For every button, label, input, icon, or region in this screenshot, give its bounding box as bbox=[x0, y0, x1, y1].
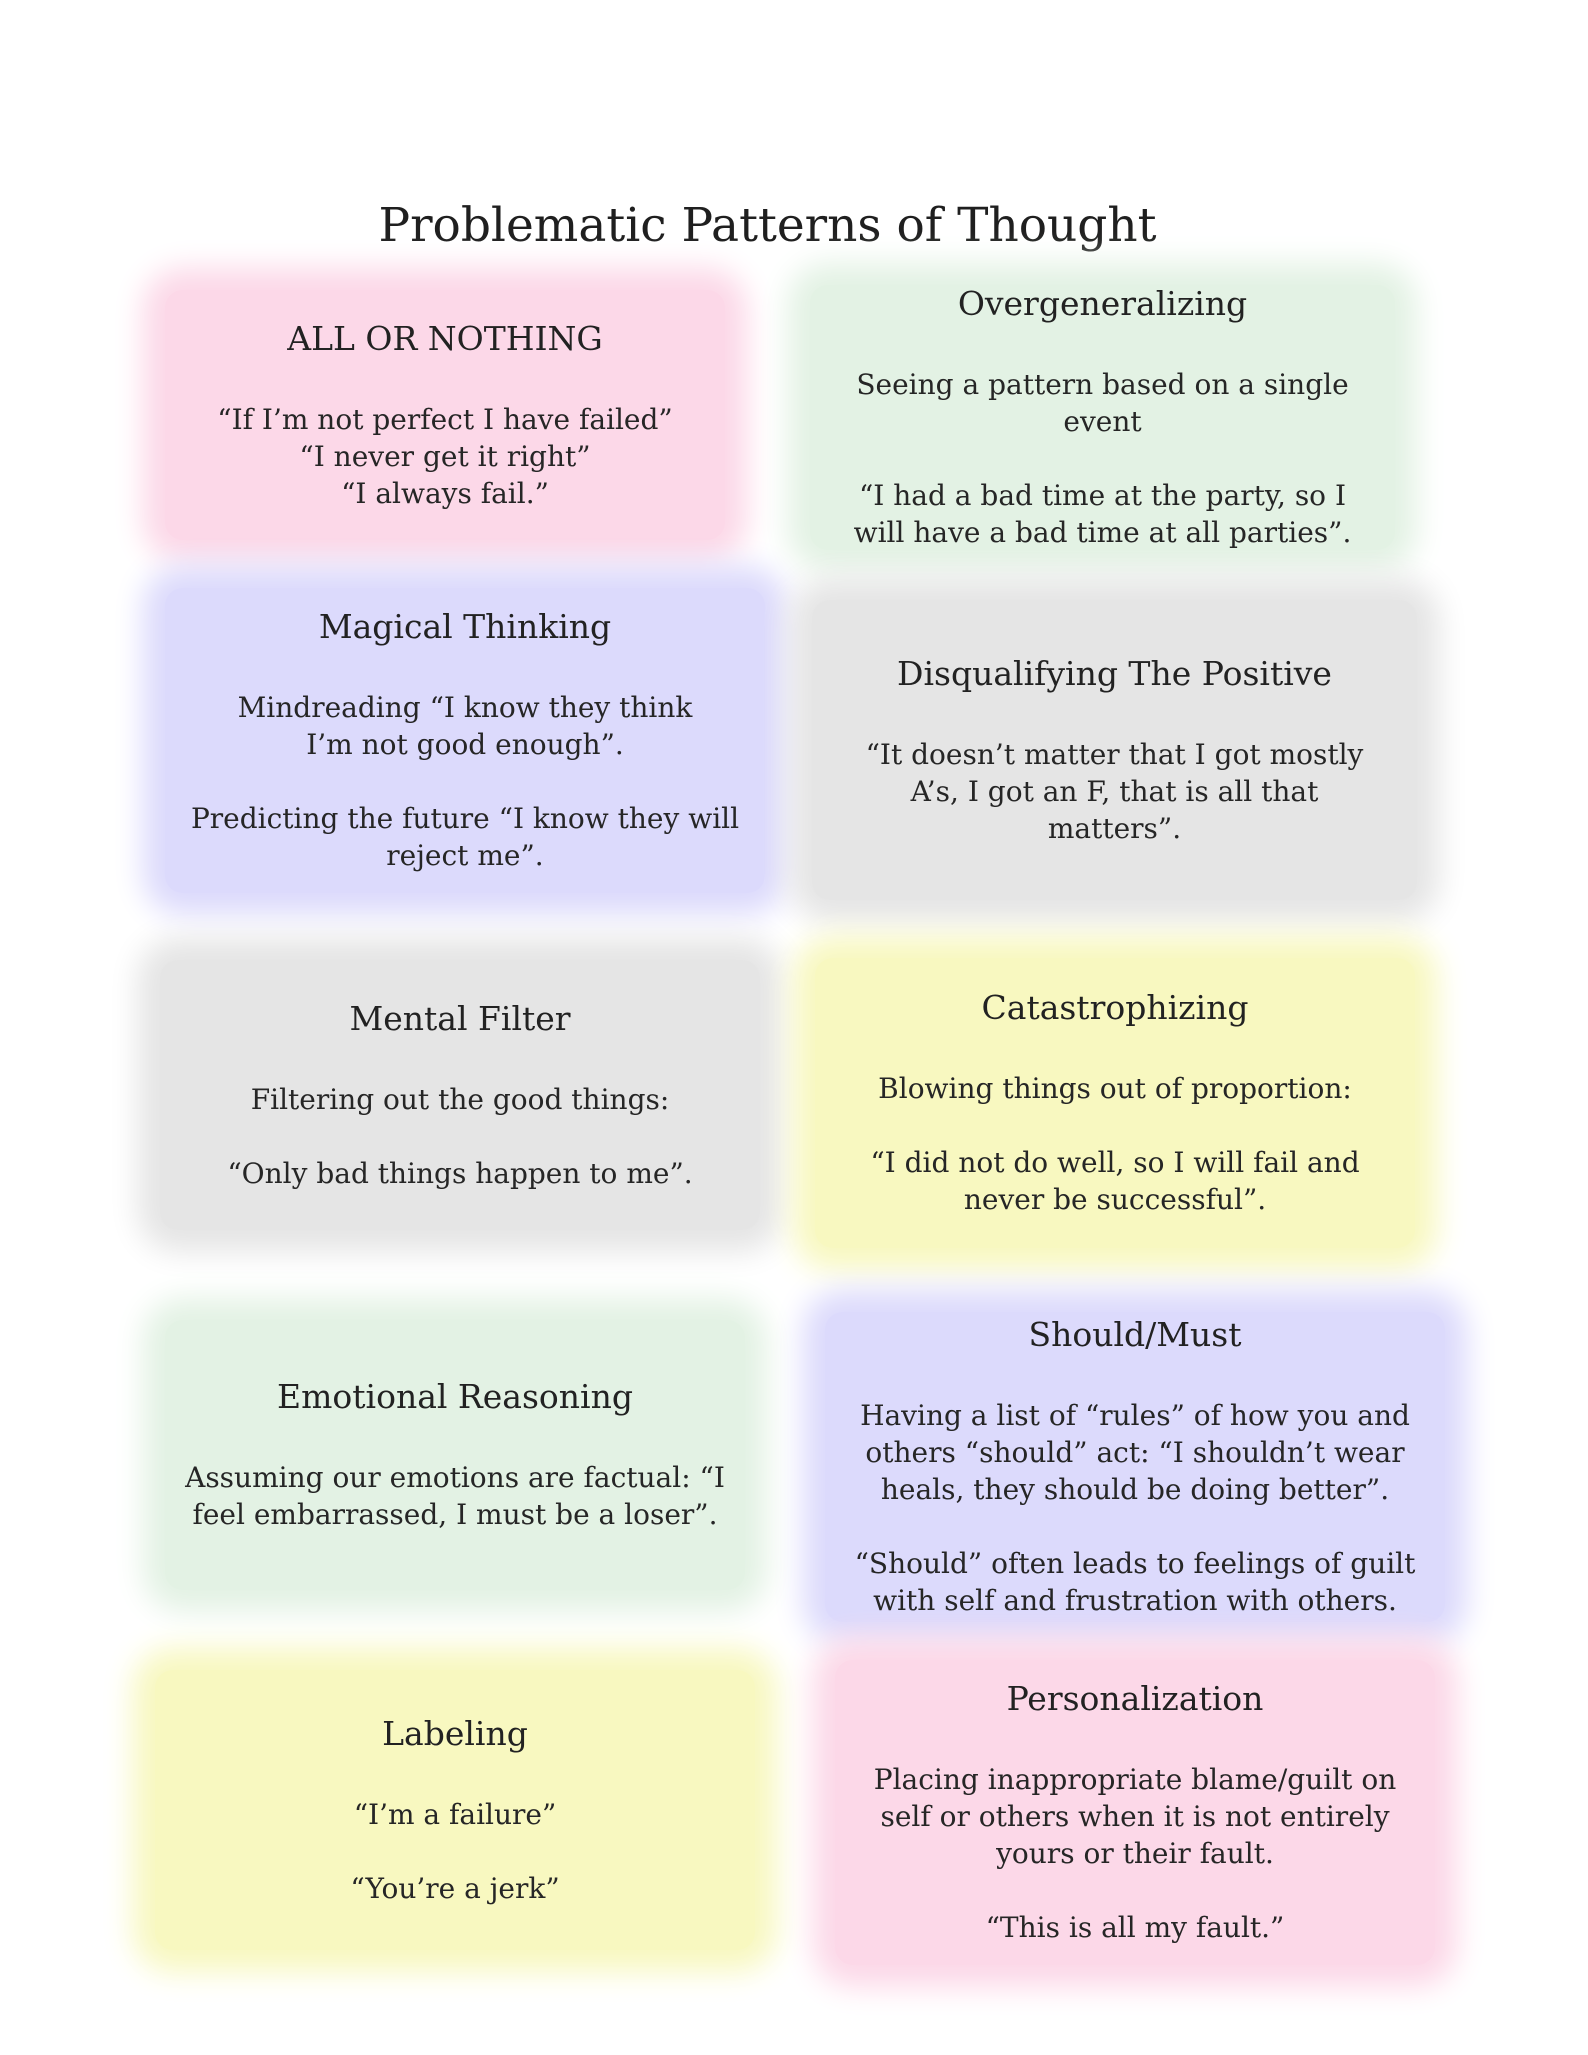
card-example: “I’m a failure” bbox=[353, 1797, 557, 1831]
card-title: Catastrophizing bbox=[981, 988, 1249, 1027]
card-catastrophizing bbox=[815, 958, 1415, 1248]
card-example: “This is all my fault.” bbox=[985, 1911, 1285, 1944]
card-emotional-reasoning bbox=[165, 1320, 745, 1590]
card-examples bbox=[183, 401, 707, 512]
card-title: Disqualifying The Positive bbox=[897, 653, 1332, 693]
card-description: Blowing things out of proportion: bbox=[878, 1072, 1352, 1105]
card-title: Mental Filter bbox=[349, 998, 571, 1038]
example-line: “I always fail.” bbox=[341, 476, 549, 510]
card-mindreading: Mindreading “I know they think I’m not good enough”. bbox=[237, 691, 693, 761]
card-note: “Should” often leads to feelings of guilt with self and frustration with others. bbox=[854, 1547, 1416, 1617]
card-title: Emotional Reasoning bbox=[277, 1377, 633, 1416]
card-personalization bbox=[835, 1660, 1435, 1965]
card-example: “You’re a jerk” bbox=[350, 1871, 560, 1905]
card-example: “It doesn’t matter that I got mostly A’s, I got an F, that is all that matters”. bbox=[865, 737, 1364, 845]
card-description: Filtering out the good things: bbox=[250, 1082, 670, 1116]
card-title: Magical Thinking bbox=[318, 607, 612, 646]
example-line: “If I’m not perfect I have failed” bbox=[217, 402, 673, 436]
card-description: Placing inappropriate blame/guilt on self or others when it is not entirely yours or their fault. bbox=[873, 1763, 1397, 1870]
card-title: ALL OR NOTHING bbox=[287, 318, 603, 358]
card-description: Seeing a pattern based on a single event bbox=[856, 368, 1349, 438]
card-should-must bbox=[825, 1312, 1445, 1622]
card-title: Labeling bbox=[382, 1713, 528, 1753]
card-title: Should/Must bbox=[1028, 1315, 1242, 1354]
card-example: “Only bad things happen to me”. bbox=[227, 1156, 693, 1190]
card-all-or-nothing bbox=[165, 290, 725, 540]
card-example: “I did not do well, so I will fail and never be successful”. bbox=[870, 1146, 1360, 1216]
card-description: Having a list of “rules” of how you and others “should” act: “I shouldn’t wear heals, they should be doing better”. bbox=[860, 1399, 1410, 1506]
example-line: “I never get it right” bbox=[299, 439, 591, 473]
card-disqualifying-the-positive bbox=[812, 600, 1417, 900]
card-overgeneralizing bbox=[810, 285, 1395, 550]
card-description: Assuming our emotions are factual: “I feel embarrassed, I must be a loser”. bbox=[185, 1461, 725, 1531]
card-predicting: Predicting the future “I know they will reject me”. bbox=[190, 802, 740, 872]
card-mental-filter bbox=[160, 960, 760, 1230]
card-labeling bbox=[155, 1670, 755, 1950]
page-title: Problematic Patterns of Thought bbox=[378, 198, 1157, 253]
card-title: Personalization bbox=[1006, 1679, 1264, 1718]
card-example: “I had a bad time at the party, so I will have a bad time at all parties”. bbox=[853, 479, 1352, 549]
card-magical-thinking bbox=[165, 588, 765, 893]
card-title: Overgeneralizing bbox=[957, 284, 1248, 323]
